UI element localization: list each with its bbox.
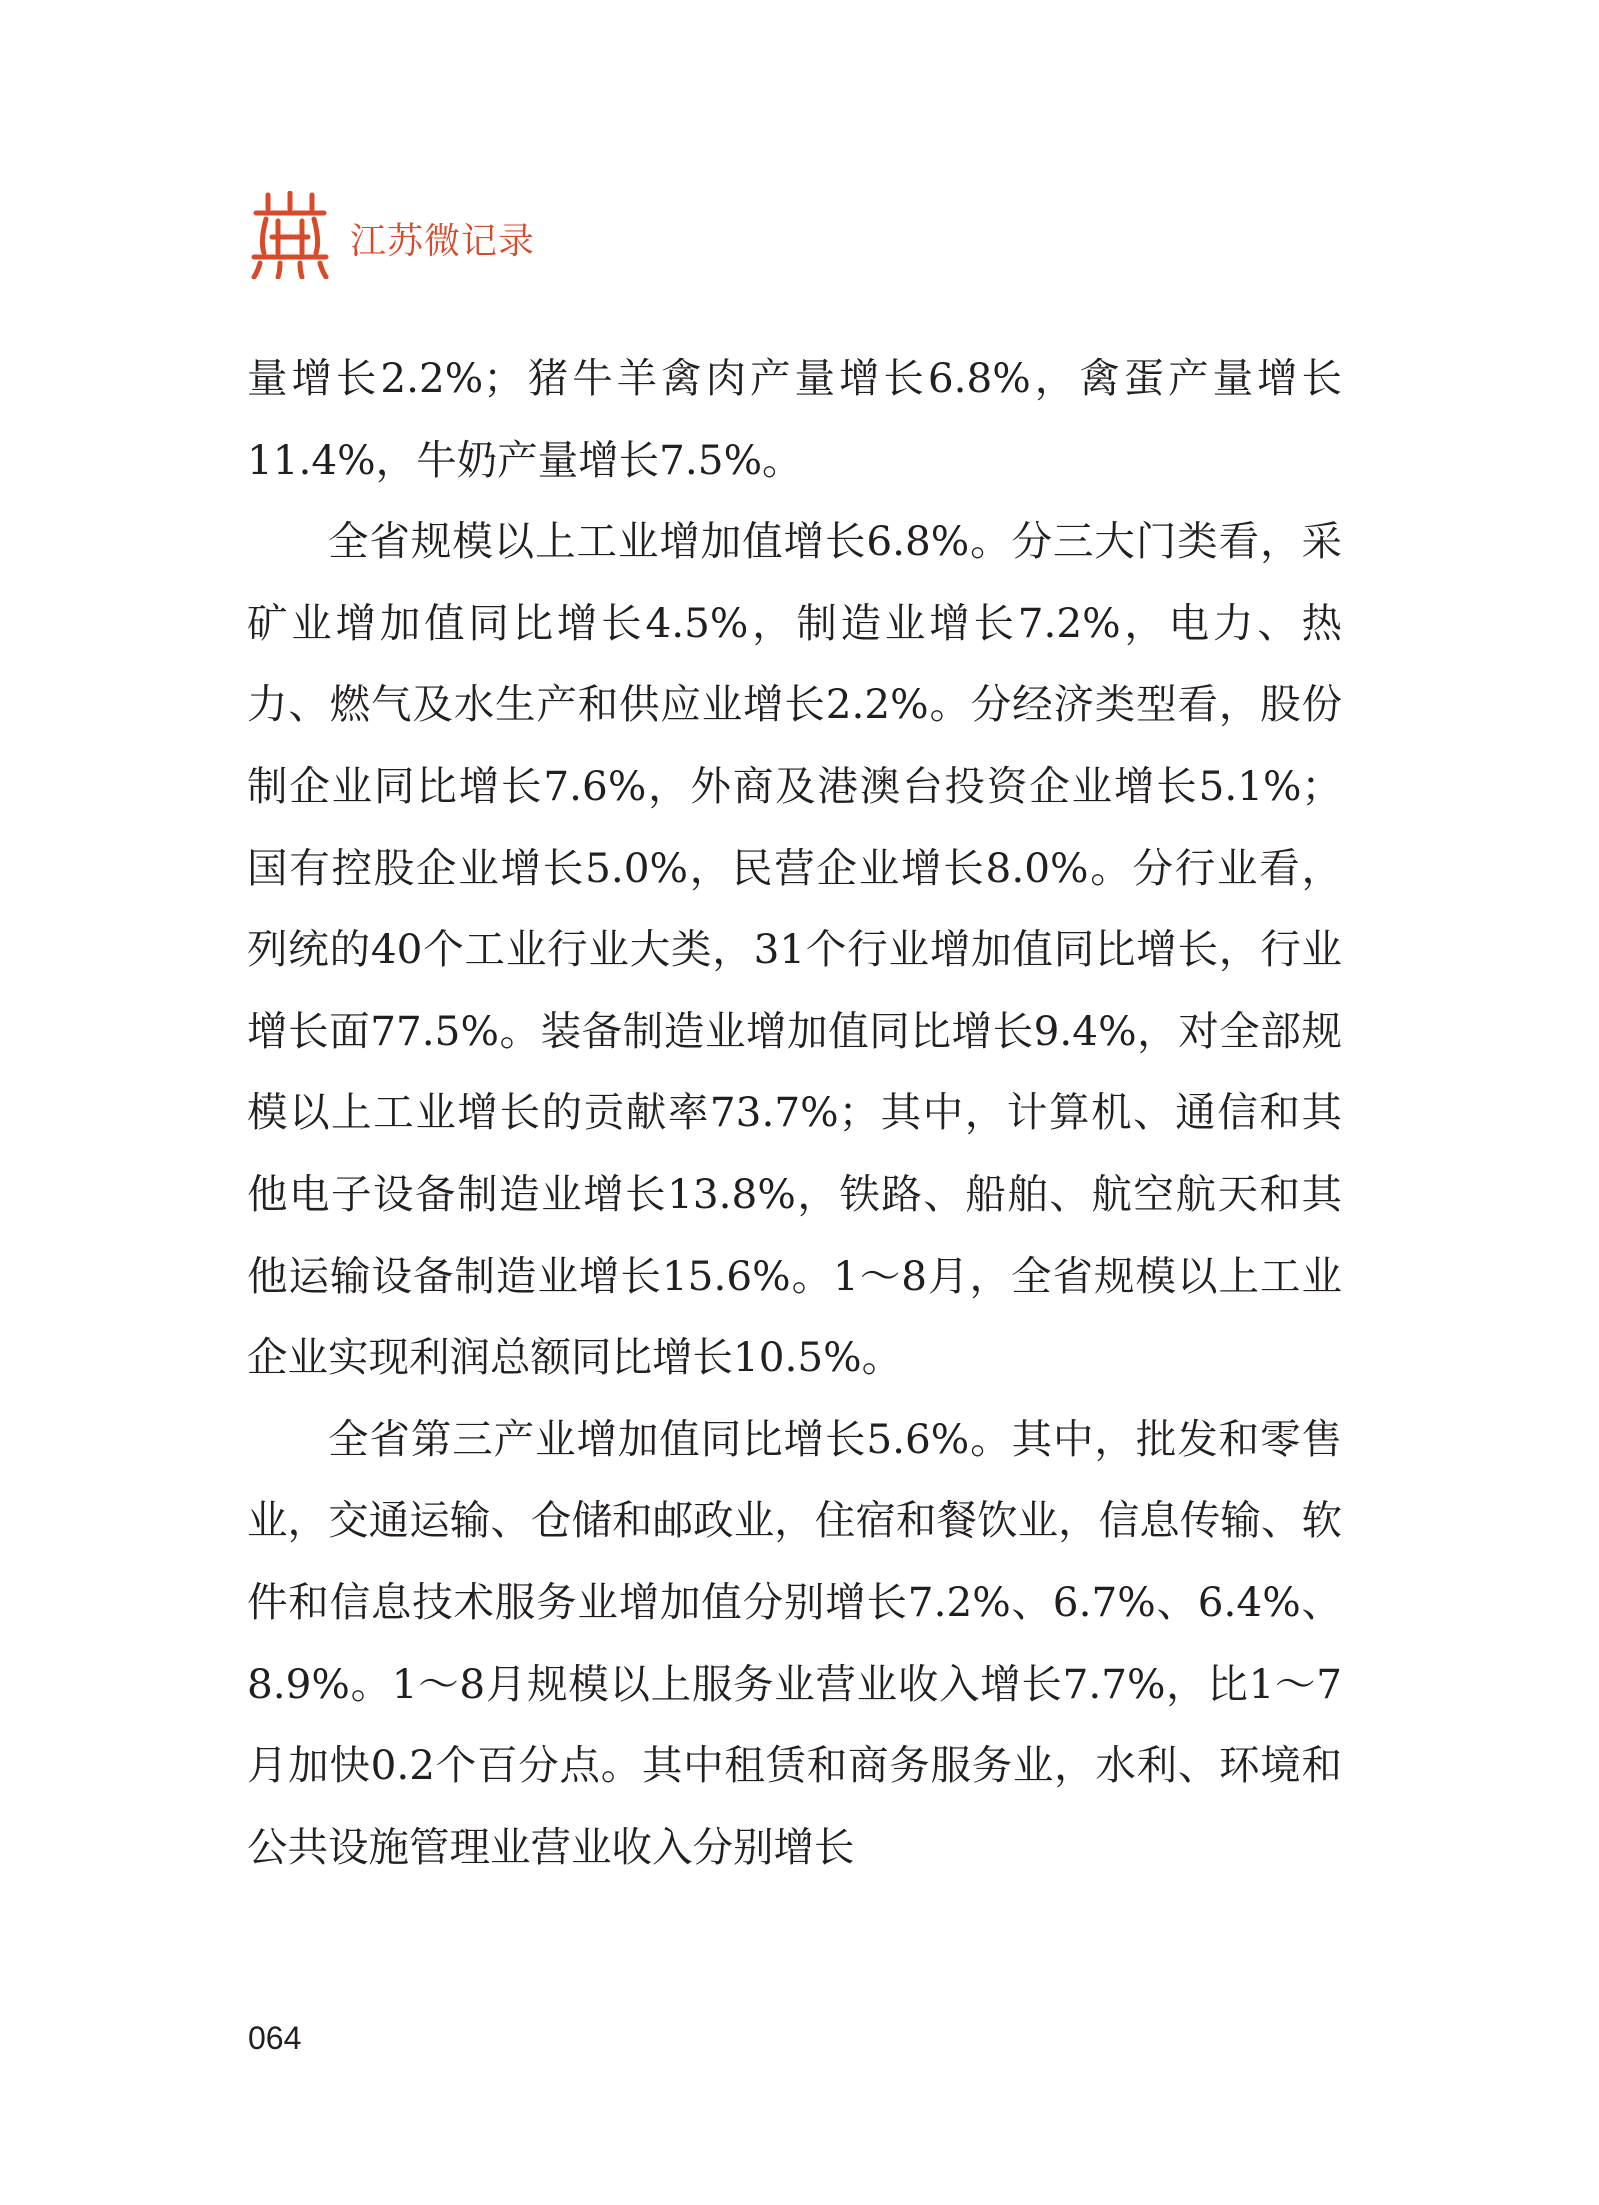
page-header <box>250 190 535 280</box>
paragraph: 全省规模以上工业增加值增长6.8%。分三大门类看，采矿业增加值同比增长4.5%，制造业增长7.2%，电力、热力、燃气及水生产和供应业增长2.2%。分经济类型看，股份制企业同比增长7.6%，外商及港澳台投资企业增长5.1%；国有控股企业增长5.0%，民营企业增长8.0%。分行业看，列统的40个工业行业大类，31个行业增加值同比增长，行业增长面77.5%。装备制造业增加值同比增长9.4%，对全部规模以上工业增长的贡献率73.7%；其中，计算机、通信和其他电子设备制造业增长13.8%，铁路、船舶、航空航天和其他运输设备制造业增长15.6%。1～8月，全省规模以上工业企业实现利润总额同比增长10.5%。 <box>247 517 1342 1382</box>
paragraph: 全省第三产业增加值同比增长5.6%。其中，批发和零售业，交通运输、仓储和邮政业，住宿和餐饮业，信息传输、软件和信息技术服务业增加值分别增长7.2%、6.7%、6.4%、8.9%。1～8月规模以上服务业营业收入增长7.7%，比1～7月加快0.2个百分点。其中租赁和商务服务业，水利、环境和公共设施管理业营业收入分别增长 <box>247 1414 1342 1871</box>
page-number: 064 <box>248 2020 302 2056</box>
jiangsu-seal-logo-icon <box>250 191 330 279</box>
body-text <box>247 338 1342 1888</box>
header-title: 江苏微记录 <box>350 220 536 262</box>
paragraph: 量增长2.2%；猪牛羊禽肉产量增长6.8%，禽蛋产量增长11.4%，牛奶产量增长7.5%。 <box>247 354 1342 484</box>
